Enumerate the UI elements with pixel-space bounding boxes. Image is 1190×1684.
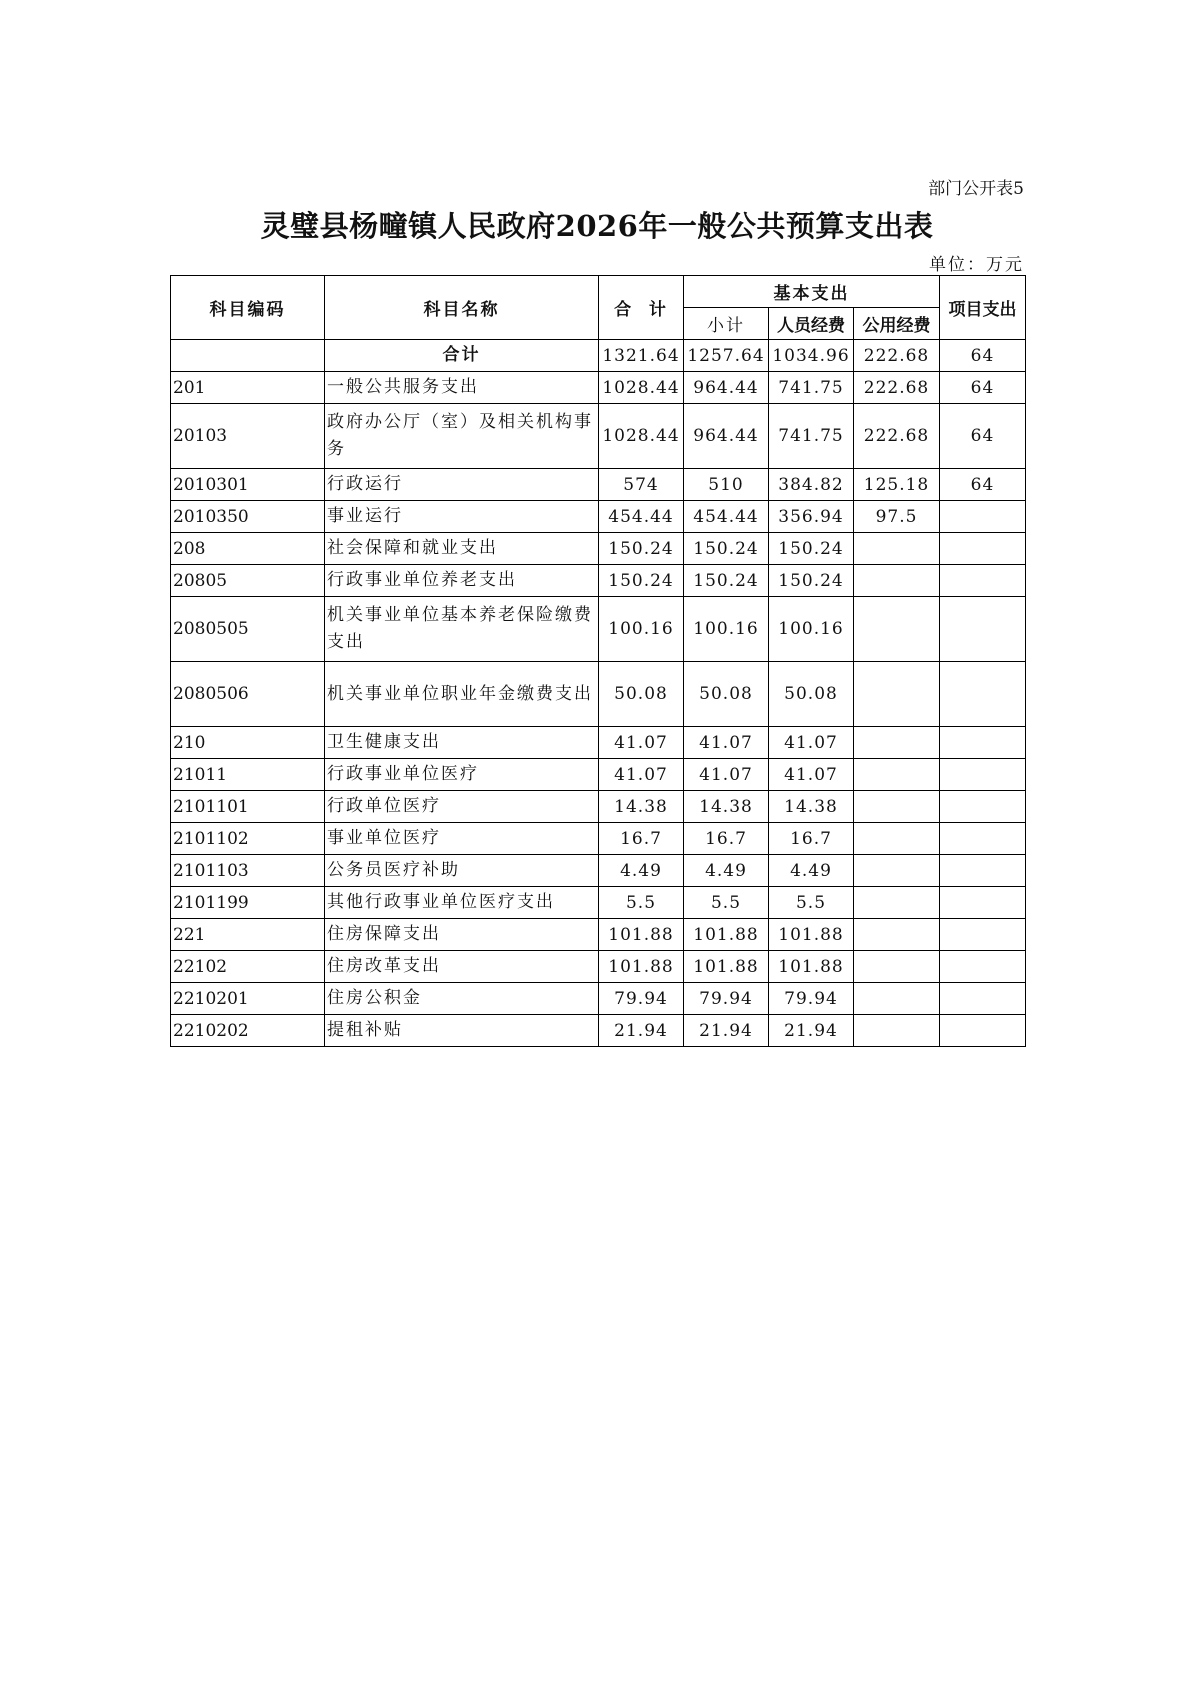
col-header-public: 公用经费 [854,308,940,340]
cell-public: 222.68 [854,404,940,469]
cell-personnel: 21.94 [769,1015,854,1047]
table-row [171,983,1026,1015]
table-row [171,565,1026,597]
cell-total: 101.88 [599,919,684,951]
cell-name: 住房公积金 [325,983,599,1015]
cell-subtotal: 14.38 [684,791,769,823]
cell-personnel: 4.49 [769,855,854,887]
cell-name: 行政事业单位养老支出 [325,565,599,597]
cell-project [940,951,1026,983]
cell-subtotal: 16.7 [684,823,769,855]
cell-total: 79.94 [599,983,684,1015]
cell-total: 454.44 [599,501,684,533]
cell-subtotal: 454.44 [684,501,769,533]
cell-project [940,597,1026,662]
cell-total: 41.07 [599,727,684,759]
cell-project [940,919,1026,951]
cell-name: 一般公共服务支出 [325,372,599,404]
cell-code: 2080505 [171,597,325,662]
cell-total: 41.07 [599,759,684,791]
cell-personnel: 1034.96 [769,340,854,372]
col-header-personnel: 人员经费 [769,308,854,340]
cell-code: 2101101 [171,791,325,823]
col-header-project: 项目支出 [940,276,1026,340]
table-row [171,855,1026,887]
table-body [171,340,1026,1047]
table-row [171,727,1026,759]
cell-code: 201 [171,372,325,404]
cell-public: 125.18 [854,469,940,501]
cell-name: 行政运行 [325,469,599,501]
cell-name: 行政单位医疗 [325,791,599,823]
cell-public [854,823,940,855]
cell-project [940,727,1026,759]
cell-public [854,727,940,759]
cell-public [854,855,940,887]
cell-code: 21011 [171,759,325,791]
cell-total: 21.94 [599,1015,684,1047]
cell-total: 1028.44 [599,404,684,469]
cell-public: 222.68 [854,372,940,404]
cell-project [940,565,1026,597]
table-row [171,823,1026,855]
cell-name: 机关事业单位职业年金缴费支出 [325,662,599,727]
total-row [171,340,1026,372]
cell-name: 社会保障和就业支出 [325,533,599,565]
cell-total: 100.16 [599,597,684,662]
cell-personnel: 101.88 [769,951,854,983]
cell-code: 2010301 [171,469,325,501]
budget-table [170,275,1026,1047]
cell-personnel: 79.94 [769,983,854,1015]
cell-project [940,533,1026,565]
cell-personnel: 100.16 [769,597,854,662]
cell-public [854,983,940,1015]
cell-public [854,1015,940,1047]
table-row [171,501,1026,533]
cell-project: 64 [940,404,1026,469]
cell-code: 2210201 [171,983,325,1015]
cell-code [171,340,325,372]
cell-code: 20805 [171,565,325,597]
cell-public [854,759,940,791]
col-header-name: 科目名称 [325,276,599,340]
cell-personnel: 41.07 [769,727,854,759]
table-row [171,1015,1026,1047]
sheet-label: 部门公开表5 [928,179,1024,199]
cell-public [854,791,940,823]
cell-project: 64 [940,469,1026,501]
cell-total: 1321.64 [599,340,684,372]
cell-total: 16.7 [599,823,684,855]
cell-personnel: 741.75 [769,372,854,404]
cell-name: 合计 [325,340,599,372]
cell-subtotal: 101.88 [684,951,769,983]
cell-name: 机关事业单位基本养老保险缴费支出 [325,597,599,662]
unit-label: 单位：万元 [929,255,1024,275]
cell-project [940,662,1026,727]
cell-name: 住房改革支出 [325,951,599,983]
table-row [171,887,1026,919]
cell-name: 卫生健康支出 [325,727,599,759]
cell-subtotal: 150.24 [684,533,769,565]
cell-public [854,597,940,662]
cell-personnel: 356.94 [769,501,854,533]
cell-subtotal: 510 [684,469,769,501]
cell-public [854,951,940,983]
cell-project [940,983,1026,1015]
cell-subtotal: 41.07 [684,759,769,791]
table-row [171,919,1026,951]
cell-subtotal: 5.5 [684,887,769,919]
cell-subtotal: 50.08 [684,662,769,727]
cell-personnel: 41.07 [769,759,854,791]
cell-code: 2101199 [171,887,325,919]
cell-personnel: 741.75 [769,404,854,469]
cell-total: 150.24 [599,565,684,597]
cell-public [854,919,940,951]
cell-subtotal: 100.16 [684,597,769,662]
table-row [171,662,1026,727]
cell-total: 574 [599,469,684,501]
cell-name: 事业运行 [325,501,599,533]
cell-code: 2080506 [171,662,325,727]
cell-total: 150.24 [599,533,684,565]
cell-code: 208 [171,533,325,565]
table-row [171,469,1026,501]
cell-personnel: 14.38 [769,791,854,823]
cell-project [940,823,1026,855]
cell-total: 1028.44 [599,372,684,404]
col-header-code: 科目编码 [171,276,325,340]
cell-name: 公务员医疗补助 [325,855,599,887]
cell-name: 提租补贴 [325,1015,599,1047]
cell-project [940,501,1026,533]
cell-project [940,759,1026,791]
cell-name: 其他行政事业单位医疗支出 [325,887,599,919]
cell-personnel: 5.5 [769,887,854,919]
cell-personnel: 50.08 [769,662,854,727]
cell-code: 2101102 [171,823,325,855]
cell-total: 14.38 [599,791,684,823]
cell-name: 行政事业单位医疗 [325,759,599,791]
cell-code: 210 [171,727,325,759]
table-row [171,597,1026,662]
cell-code: 2210202 [171,1015,325,1047]
cell-name: 政府办公厅（室）及相关机构事务 [325,404,599,469]
cell-public: 222.68 [854,340,940,372]
cell-subtotal: 79.94 [684,983,769,1015]
cell-personnel: 16.7 [769,823,854,855]
cell-code: 2101103 [171,855,325,887]
cell-subtotal: 1257.64 [684,340,769,372]
cell-project [940,855,1026,887]
cell-total: 50.08 [599,662,684,727]
cell-public: 97.5 [854,501,940,533]
cell-project [940,791,1026,823]
cell-public [854,533,940,565]
cell-public [854,662,940,727]
cell-subtotal: 4.49 [684,855,769,887]
cell-name: 住房保障支出 [325,919,599,951]
cell-subtotal: 150.24 [684,565,769,597]
cell-subtotal: 21.94 [684,1015,769,1047]
cell-project [940,1015,1026,1047]
col-header-total: 合 计 [599,276,684,340]
cell-subtotal: 964.44 [684,372,769,404]
cell-personnel: 150.24 [769,565,854,597]
cell-personnel: 101.88 [769,919,854,951]
cell-project: 64 [940,372,1026,404]
cell-code: 221 [171,919,325,951]
cell-personnel: 384.82 [769,469,854,501]
cell-project: 64 [940,340,1026,372]
cell-code: 20103 [171,404,325,469]
col-header-basic: 基本支出 [684,276,940,308]
cell-subtotal: 41.07 [684,727,769,759]
cell-code: 2010350 [171,501,325,533]
table-row [171,791,1026,823]
cell-public [854,565,940,597]
cell-subtotal: 101.88 [684,919,769,951]
col-header-subtotal: 小计 [684,308,769,340]
cell-code: 22102 [171,951,325,983]
table-row [171,951,1026,983]
table-row [171,533,1026,565]
cell-total: 101.88 [599,951,684,983]
cell-public [854,887,940,919]
cell-total: 5.5 [599,887,684,919]
cell-personnel: 150.24 [769,533,854,565]
table-row [171,759,1026,791]
page-title: 灵璧县杨疃镇人民政府2026年一般公共预算支出表 [260,209,934,243]
cell-name: 事业单位医疗 [325,823,599,855]
table-row [171,404,1026,469]
table-row [171,372,1026,404]
cell-subtotal: 964.44 [684,404,769,469]
cell-project [940,887,1026,919]
cell-total: 4.49 [599,855,684,887]
